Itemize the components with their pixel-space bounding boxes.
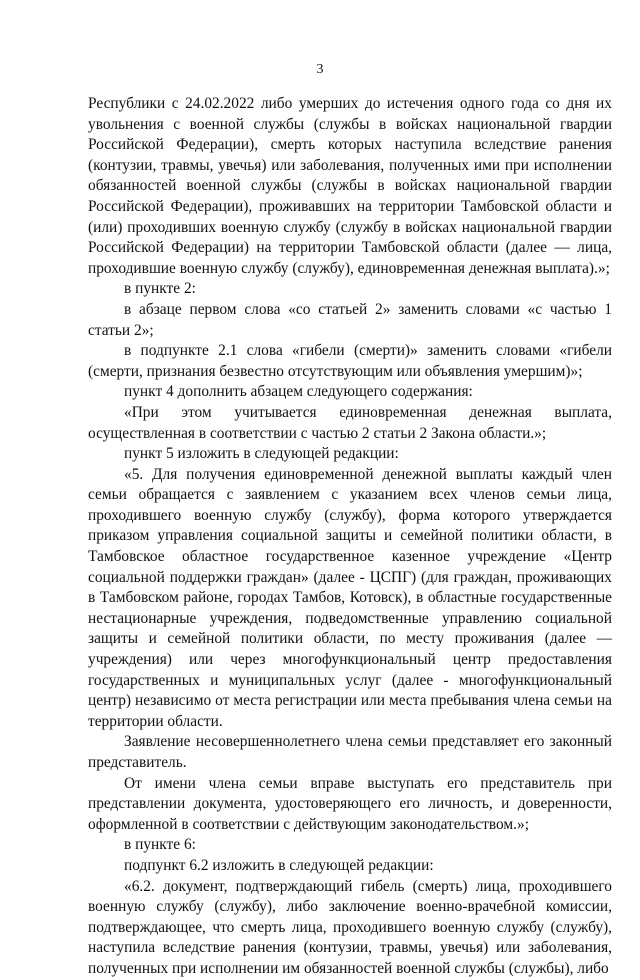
paragraph: пункт 5 изложить в следующей редакции:	[124, 445, 399, 463]
paragraph: в пункте 6:	[124, 836, 196, 854]
page-number: 3	[316, 62, 324, 77]
paragraph: От имени члена семьи вправе выступать его представитель при представлении документа, удостоверяющего его личность, и доверенности, оформленной в соответствии с действующим законодательством.»;	[88, 774, 612, 833]
paragraph: «5. Для получения единовременной денежной выплаты каждый член семьи обращается с заявлением с указанием всех членов семьи лица, проходившего военную службу (службу), форма которого утверждается приказом управления социальной защиты и семейной политики области, в Тамбовское областное государственное казенное учреждение «Центр социальной поддержки граждан» (далее - ЦСПГ) (для граждан, проживающих в Тамбовском районе, городах Тамбов, Котовск), в областные государственные нестационарные учреждения, подведомственные управлению социальной защиты и семейной политики области, по месту проживания (далее — учреждения) или через многофункциональный центр предоставления государственных и муниципальных услуг (далее - многофункциональный центр) независимо от места регистрации или места пребывания члена семьи на территории области.	[88, 465, 612, 730]
paragraph: в пункте 2:	[124, 280, 196, 298]
paragraph: «При этом учитывается единовременная денежная выплата, осуществленная в соответствии с частью 2 статьи 2 Закона области.»;	[88, 403, 612, 442]
paragraph: в абзаце первом слова «со статьей 2» заменить словами «с частью 1 статьи 2»;	[88, 300, 612, 339]
paragraph: подпункт 6.2 изложить в следующей редакции:	[124, 856, 434, 874]
paragraph: Заявление несовершеннолетнего члена семьи представляет его законный представитель.	[88, 733, 612, 771]
paragraph: «6.2. документ, подтверждающий гибель (смерть) лица, проходившего военную службу (службу), либо заключение военно-врачебной комиссии, подтверждающее, что смерть лица, проходившего военную службу (службу), наступила вследствие ранения (контузии, травмы, увечья) или заболевания, полученных при исполнении им обязанностей военной службы (службы), либо	[88, 877, 612, 977]
paragraph: пункт 4 дополнить абзацем следующего содержания:	[124, 383, 473, 401]
paragraph: в подпункте 2.1 слова «гибели (смерти)» заменить словами «гибели (смерти, признания безвестно отсутствующим или объявления умершим)»;	[88, 342, 612, 380]
paragraph: Республики с 24.02.2022 либо умерших до истечения одного года со дня их увольнения с военной службы (службы в войсках национальной гвардии Российской Федерации), смерть которых наступила вследствие ранения (контузии, травмы, увечья) или заболевания, полученных ими при исполнении обязанностей военной службы (службы в войсках национальной гвардии Российской Федерации), проживавших на территории Тамбовской области и (или) проходивших военную службу (службу в войсках национальной гвардии Российской Федерации) на территории Тамбовской области (далее — лица, проходившие военную службу (службу), единовременная денежная выплата).»;	[88, 95, 612, 277]
document-body	[88, 94, 612, 980]
